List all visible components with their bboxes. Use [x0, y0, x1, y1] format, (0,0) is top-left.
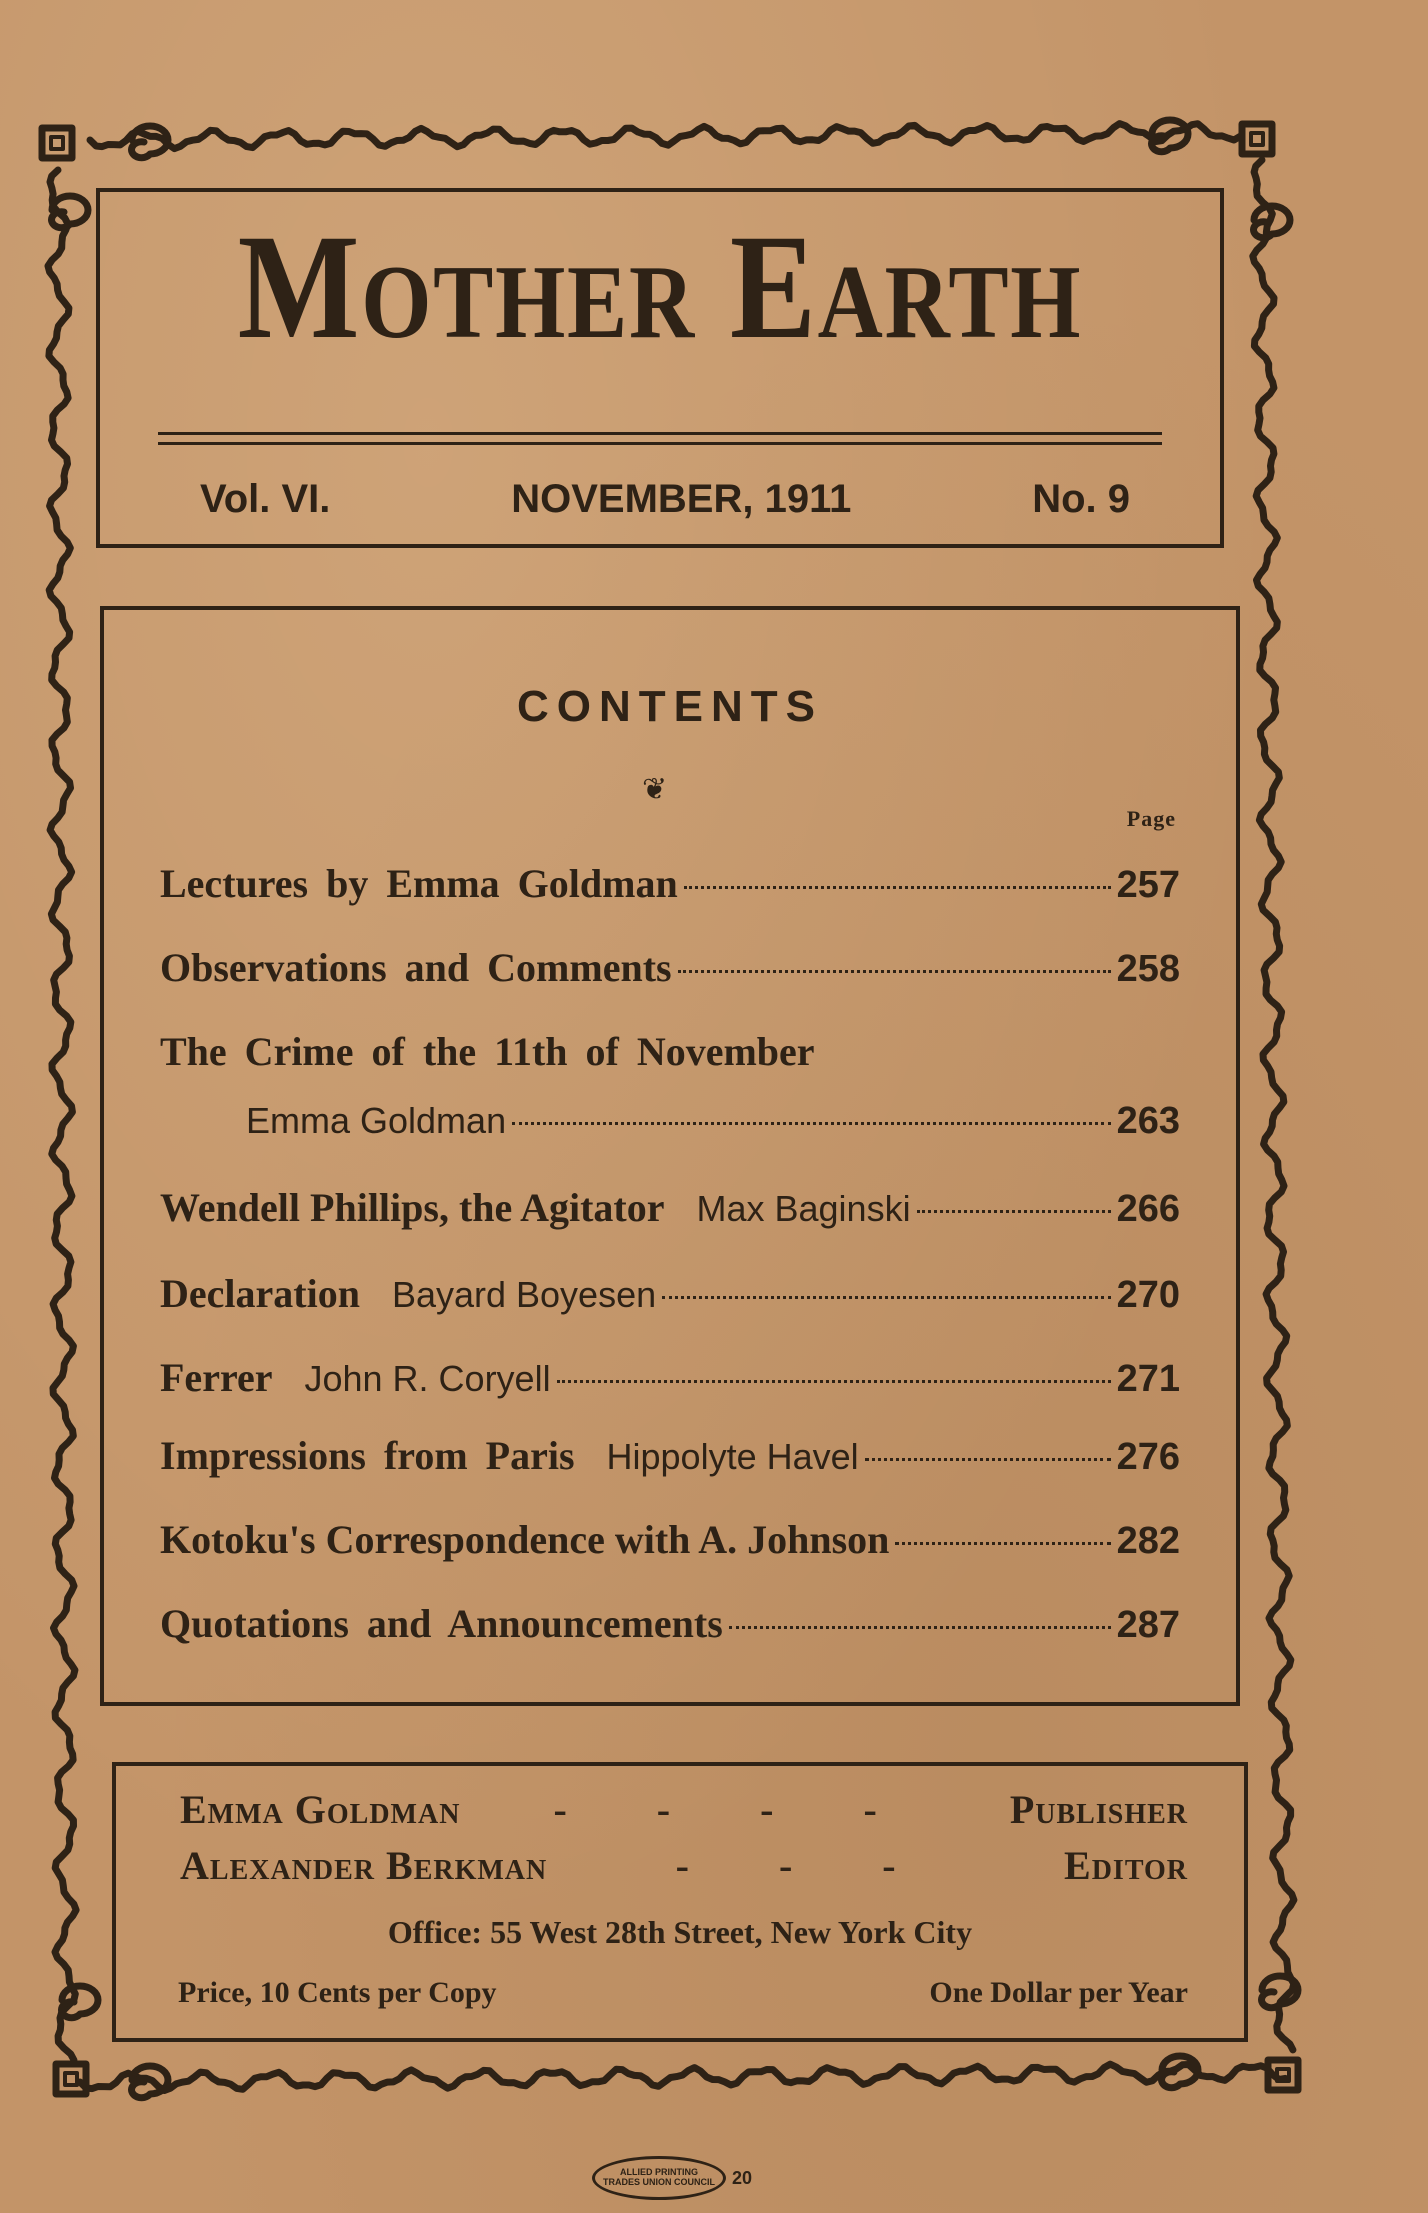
page-column-label: Page [1126, 806, 1176, 831]
toc-entry-page: 270 [1116, 1274, 1180, 1316]
leader-dots [557, 1380, 1111, 1383]
border-corner-ornament [1251, 133, 1263, 145]
volume-number: Vol. VI. [200, 477, 331, 521]
publisher-role: Publisher [1009, 1787, 1188, 1832]
toc-entry-page: 282 [1116, 1520, 1180, 1562]
editor-role: Editor [1064, 1843, 1188, 1888]
toc-entry-page: 266 [1116, 1188, 1180, 1230]
border-curl-ornament [52, 196, 88, 228]
leader-dots [895, 1542, 1110, 1545]
toc-entry [160, 1432, 1180, 1479]
masthead-box [96, 188, 1224, 548]
toc-entry-title: Quotations and Announcements [160, 1601, 723, 1646]
office-address: Office: 55 West 28th Street, New York City [387, 1914, 973, 1950]
leader-dots [865, 1458, 1111, 1461]
toc-entry-title: Lectures by Emma Goldman [160, 861, 678, 906]
toc-entry [160, 1270, 1180, 1317]
leader-dots [729, 1626, 1111, 1629]
masthead-rule-top [158, 432, 1162, 435]
leader-dots [662, 1296, 1110, 1299]
editor-line [180, 1842, 1188, 1889]
leader-dots [678, 970, 1111, 973]
toc-entry-page: 258 [1116, 948, 1180, 990]
contents-heading: CONTENTS [517, 682, 823, 731]
toc-entry-author: Max Baginski [696, 1188, 911, 1229]
separator-dashes: - - - [675, 1843, 936, 1888]
border-corner-ornament [1242, 124, 1272, 154]
leader-dots [512, 1122, 1111, 1125]
toc-entry-author: Hippolyte Havel [606, 1436, 859, 1477]
border-corner-ornament [42, 128, 72, 158]
border-corner-ornament [51, 137, 63, 149]
publisher-name: Emma Goldman [180, 1787, 461, 1832]
border-corner-ornament [65, 2073, 77, 2085]
toc-entry-page: 257 [1116, 864, 1180, 906]
border-scroll-line [80, 2064, 1285, 2090]
toc-entry [160, 1028, 1180, 1075]
border-scroll-line [48, 170, 76, 2060]
border-scroll-line [90, 124, 1240, 149]
leader-dots [917, 1210, 1111, 1213]
border-curl-ornament [62, 1986, 98, 2018]
leader-dots [684, 886, 1111, 889]
toc-entry [160, 1354, 1180, 1401]
price-per-year: One Dollar per Year [929, 1976, 1188, 2009]
magazine-title: Mother Earth [237, 204, 1083, 370]
toc-entry [160, 1516, 1180, 1563]
toc-entry-page: 263 [1116, 1100, 1180, 1142]
union-label [592, 2156, 752, 2200]
price-per-copy: Price, 10 Cents per Copy [178, 1976, 497, 2009]
publisher-line [180, 1786, 1188, 1833]
toc-entry [160, 1184, 1180, 1231]
toc-entry-title: Kotoku's Correspondence with A. Johnson [160, 1517, 890, 1562]
toc-entry [160, 944, 1180, 991]
toc-entry-page: 271 [1116, 1358, 1180, 1400]
toc-entry [160, 860, 1180, 907]
editor-name: Alexander Berkman [180, 1843, 548, 1888]
contents-box [100, 606, 1240, 1706]
toc-entry [160, 1600, 1180, 1647]
publisher-box [112, 1762, 1248, 2042]
union-label-number: 20 [732, 2167, 753, 2188]
issue-number: No. 9 [1032, 477, 1130, 521]
toc-entry [160, 1100, 1180, 1143]
toc-entry-title: Wendell Phillips, the Agitator [160, 1185, 665, 1230]
toc-entry-author: Bayard Boyesen [391, 1274, 657, 1315]
toc-entry-author: Emma Goldman [246, 1100, 507, 1141]
fleuron-icon: ❦ [642, 773, 668, 806]
toc-entry-author: John R. Coryell [304, 1358, 551, 1399]
issue-info [200, 477, 1130, 522]
toc-entry-title: The Crime of the 11th of November [160, 1029, 815, 1074]
masthead-rule-bottom [158, 442, 1162, 445]
border-corner-ornament [1277, 2069, 1289, 2081]
union-seal: ALLIED PRINTING TRADES UNION COUNCIL [592, 2156, 726, 2200]
toc-entry-title: Impressions from Paris [160, 1433, 575, 1478]
toc-entry-title: Ferrer [160, 1355, 273, 1400]
toc-entry-page: 287 [1116, 1604, 1180, 1646]
toc-entry-page: 276 [1116, 1436, 1180, 1478]
toc-entry-title: Observations and Comments [160, 945, 672, 990]
price-info [178, 1976, 1188, 2010]
separator-dashes: - - - - [553, 1787, 917, 1832]
toc-entry-title: Declaration [160, 1271, 360, 1316]
border-scroll-line [1253, 160, 1294, 2050]
issue-date: NOVEMBER, 1911 [511, 477, 852, 521]
